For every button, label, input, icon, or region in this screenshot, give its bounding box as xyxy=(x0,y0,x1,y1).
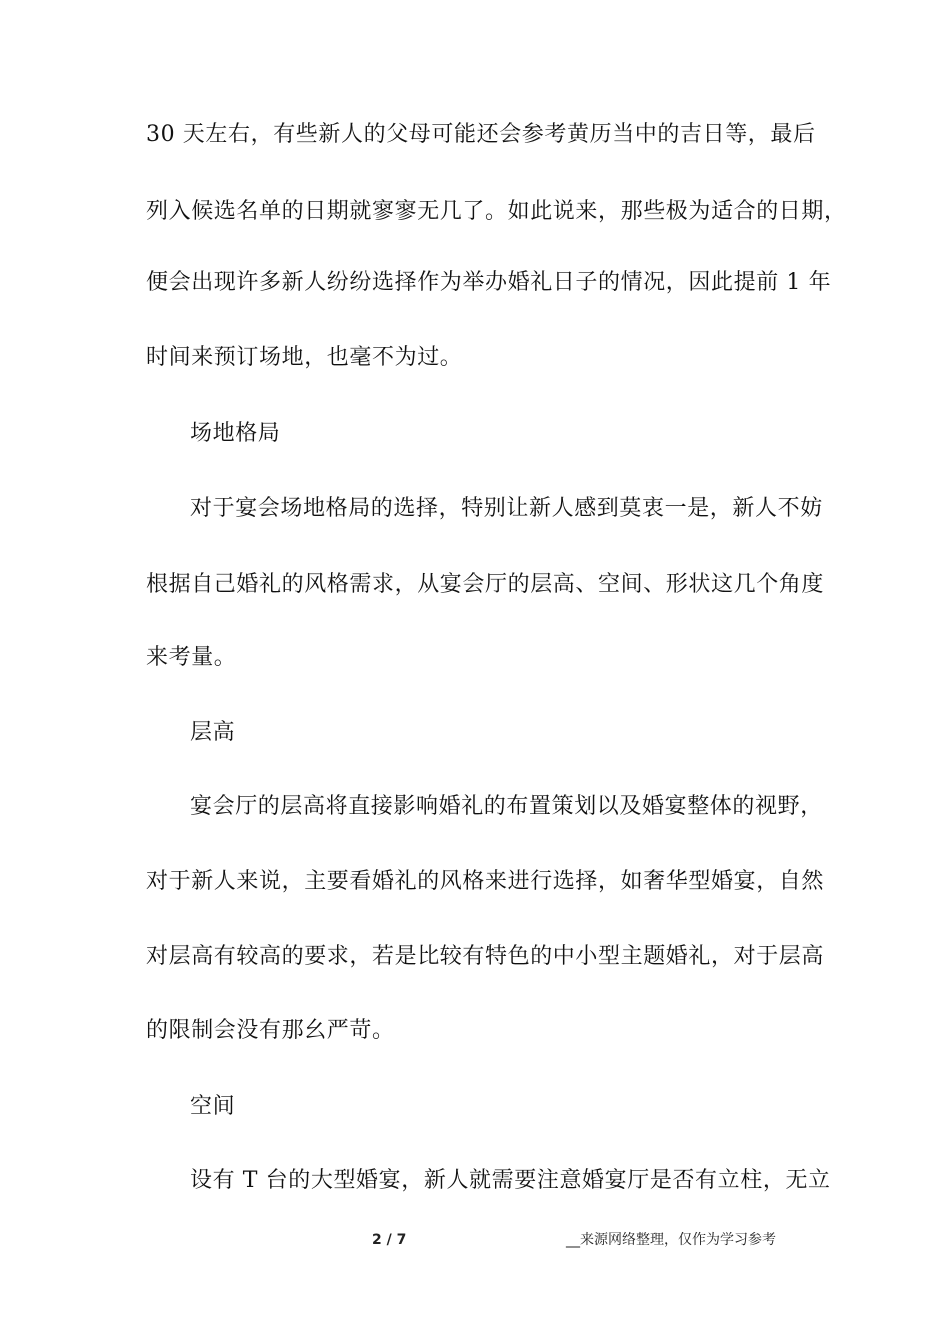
page-number: 2 / 7 xyxy=(372,1232,407,1248)
body-text-line: 宴会厅的层高将直接影响婚礼的布置策划以及婚宴整体的视野， xyxy=(190,794,823,819)
body-text-line: 根据自己婚礼的风格需求，从宴会厅的层高、空间、形状这几个角度 xyxy=(146,572,825,597)
section-heading: 场地格局 xyxy=(190,421,281,446)
body-text-line: 的限制会没有那幺严苛。 xyxy=(146,1018,395,1043)
section-heading: 空间 xyxy=(190,1094,236,1119)
footer-note: __来源网络整理，仅作为学习参考 xyxy=(566,1232,776,1248)
body-text-line: 便会出现许多新人纷纷选择作为举办婚礼日子的情况，因此提前 1 年 xyxy=(146,270,832,295)
section-heading: 层高 xyxy=(190,720,236,745)
body-text-line: 对于宴会场地格局的选择，特别让新人感到莫衷一是，新人不妨 xyxy=(190,496,823,521)
body-text-line: 对于新人来说，主要看婚礼的风格来进行选择，如奢华型婚宴，自然 xyxy=(146,869,825,894)
body-text-line: 对层高有较高的要求，若是比较有特色的中小型主题婚礼，对于层高 xyxy=(146,944,825,969)
body-text-line: 设有 T 台的大型婚宴，新人就需要注意婚宴厅是否有立柱，无立 xyxy=(190,1168,831,1193)
body-text-line: 时间来预订场地，也毫不为过。 xyxy=(146,345,463,370)
body-text-line: 来考量。 xyxy=(146,645,237,670)
body-text-line: 30 天左右，有些新人的父母可能还会参考黄历当中的吉日等，最后 xyxy=(146,122,816,147)
body-text-line: 列入候选名单的日期就寥寥无几了。如此说来，那些极为适合的日期， xyxy=(146,199,847,224)
